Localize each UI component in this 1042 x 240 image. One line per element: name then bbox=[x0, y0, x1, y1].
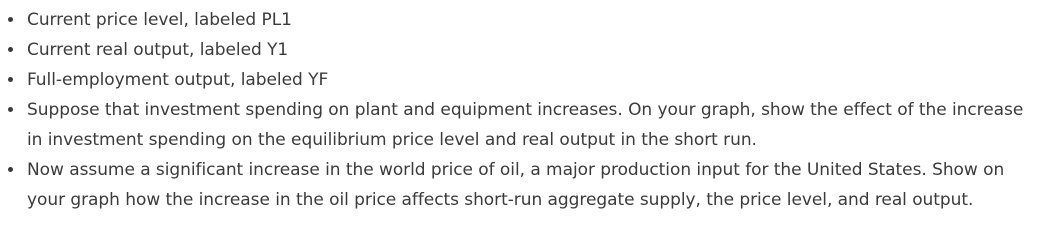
list-item-text: Current price level, labeled PL1 bbox=[27, 10, 292, 30]
list-item-text: Full-employment output, labeled YF bbox=[27, 70, 329, 90]
bullet-icon bbox=[8, 17, 13, 22]
list-item bbox=[0, 35, 1042, 65]
list-item bbox=[0, 95, 1042, 155]
list-item-text: Suppose that investment spending on plant and equipment increases. On your graph, show the effect of the increase in investment spending on the equilibrium price level and real output in the short run. bbox=[27, 100, 1024, 150]
bullet-icon bbox=[8, 167, 13, 172]
list-item bbox=[0, 65, 1042, 95]
list-item bbox=[0, 5, 1042, 35]
list-item-text: Current real output, labeled Y1 bbox=[27, 40, 289, 60]
bullet-icon bbox=[8, 47, 13, 52]
bullet-icon bbox=[8, 77, 13, 82]
list-item-text: Now assume a significant increase in the world price of oil, a major production input for the United States. Show on your graph how the increase in the oil price affects short-run aggregate supply, the price level, and real output. bbox=[27, 160, 1005, 210]
list-item bbox=[0, 155, 1042, 215]
bullet-icon bbox=[8, 107, 13, 112]
